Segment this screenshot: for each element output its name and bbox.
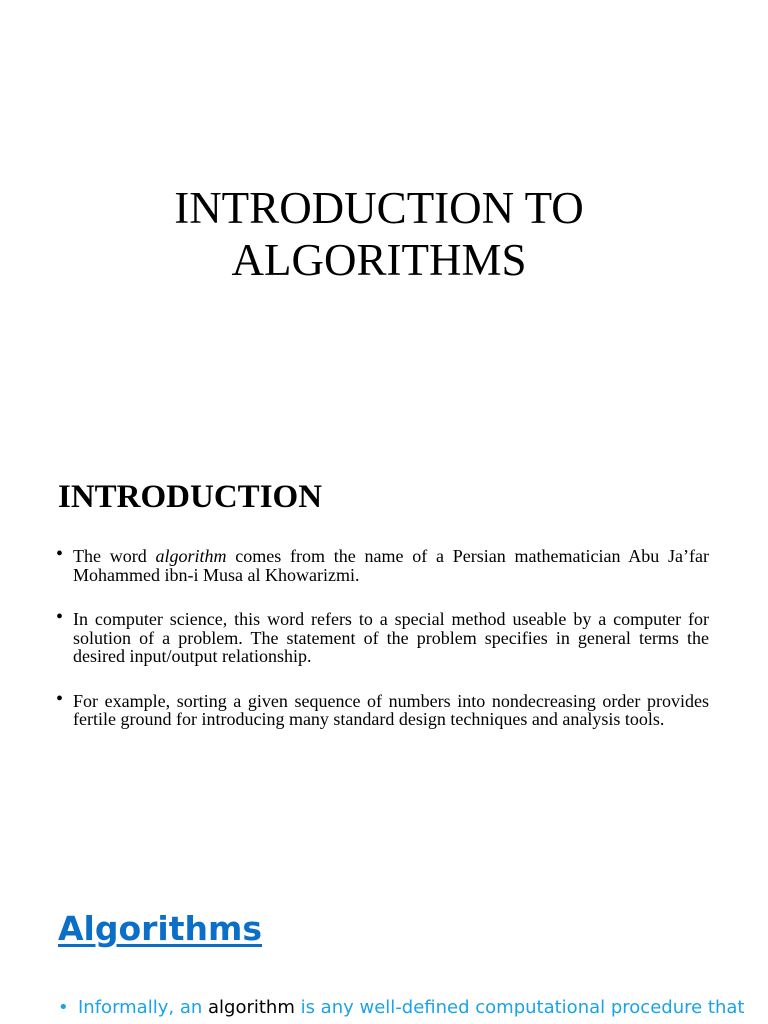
bullet-text: For example, sorting a given sequence of numbers into nondecreasing order provides fertile ground for introducing many standard design techniques and analysis tools. [73,690,709,729]
bullet-text-pre: The word [73,546,156,566]
algorithms-heading: Algorithms [58,909,263,948]
list-item [56,606,709,666]
bullet-text-pre: Informally, an [78,997,208,1018]
bullet-icon: • [56,606,64,628]
introduction-slide [0,440,768,880]
title-line-1: INTRODUCTION TO [174,183,584,233]
list-item [56,687,709,729]
introduction-heading: INTRODUCTION [58,479,323,515]
bullet-text-post: comes from the name of a Persian mathematician Abu Ja’far Mohammed ibn-i Musa al Khowarizmi. [73,546,710,585]
presentation-title [0,182,758,286]
algorithms-slide [0,880,768,1024]
list-item [56,543,710,585]
bullet-text-emphasis: algorithm [155,546,227,566]
bullet-text: In computer science, this word refers to a special method useable by a computer for solution of a problem. The statement of the problem specifies in general terms the desired input/output relationship. [73,609,709,666]
list-item [58,996,745,1020]
bullet-text-post: is any well-defined computational procedure that [294,997,745,1018]
algorithms-bullet-list [58,996,745,1020]
bullet-icon: • [56,543,64,565]
bullet-keyword: algorithm [207,997,295,1018]
bullet-icon: • [58,997,69,1018]
bullet-icon: • [56,687,64,710]
title-line-2: ALGORITHMS [231,235,527,285]
introduction-bullet-list [56,543,710,755]
title-slide [0,0,768,440]
